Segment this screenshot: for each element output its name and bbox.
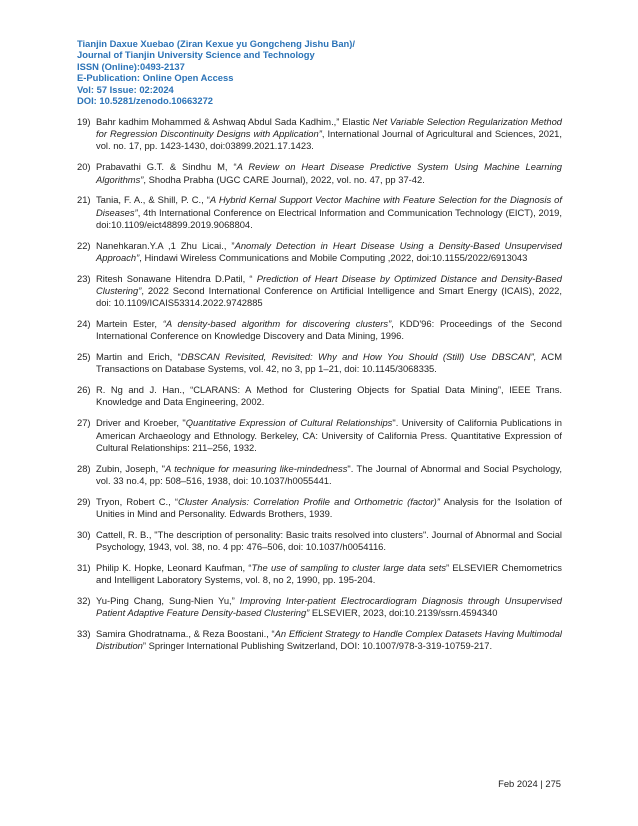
reference-text bbox=[96, 496, 562, 520]
reference-text bbox=[96, 529, 562, 553]
reference-number: 26) bbox=[77, 384, 91, 396]
reference-title-segment: The use of sampling to cluster large data sets bbox=[251, 561, 447, 573]
reference-number: 20) bbox=[77, 161, 91, 173]
reference-item bbox=[77, 496, 562, 520]
reference-text bbox=[96, 240, 562, 264]
journal-english-title: Journal of Tianjin University Science and Technology bbox=[77, 49, 315, 61]
reference-text bbox=[96, 417, 562, 454]
reference-text-segment: Analysis for the Isolation of Unities in Mind and Personality. Edwards Brothers, 1939. bbox=[96, 495, 562, 519]
reference-text-segment: Ritesh Sonawane Hitendra D.Patil, “ bbox=[96, 272, 257, 284]
reference-text-segment: ELSEVIER, 2023, doi:10.2139/ssrn.4594340 bbox=[309, 607, 498, 619]
reference-title-segment: Improving Inter-patient Electrocardiogram Diagnosis through Unsupervised Patient Adaptive Feature Density-based Clustering” bbox=[96, 595, 562, 619]
reference-text-segment: ” Springer International Publishing Switzerland, DOI: 10.1007/978-3-319-10759-217. bbox=[142, 640, 493, 652]
reference-number: 33) bbox=[77, 628, 91, 640]
reference-item bbox=[77, 116, 562, 153]
reference-title-segment: Cluster Analysis: Correlation Profile and Orthometric (factor)” bbox=[178, 495, 440, 507]
reference-text-segment: , KDD'96: Proceedings of the Second International Conference on Knowledge Discovery and Data Mining, 1996. bbox=[96, 318, 562, 342]
reference-item bbox=[77, 273, 562, 310]
reference-text bbox=[96, 351, 562, 375]
reference-item bbox=[77, 194, 562, 231]
reference-text-segment: Prabavathi G.T. & Sindhu M, “ bbox=[96, 161, 237, 173]
reference-number: 32) bbox=[77, 595, 91, 607]
reference-item bbox=[77, 628, 562, 652]
journal-header bbox=[77, 38, 355, 106]
reference-title-segment: “A density-based algorithm for discovering clusters” bbox=[162, 318, 392, 330]
reference-text bbox=[96, 562, 562, 586]
reference-text bbox=[96, 628, 562, 652]
reference-text bbox=[96, 318, 562, 342]
reference-text-segment: Bahr kadhim Mohammed & Ashwaq Abdul Sada Kadhim.,” Elastic bbox=[96, 116, 373, 127]
reference-text bbox=[96, 194, 562, 231]
reference-list bbox=[77, 116, 562, 661]
reference-text-segment: , International Journal of Agricultural and Sciences, 2021, vol. no. 17, pp. 1423-1430, doi:03899.2021.17.1423. bbox=[96, 128, 562, 152]
reference-text-segment: , Shodha Prabha (UGC CARE Journal), 2022, vol. no. 47, pp 37-42. bbox=[143, 173, 425, 185]
reference-title-segment: A Hybrid Kernal Support Vector Machine with Feature Selection for the Diagnosis of Diseases” bbox=[96, 194, 562, 218]
reference-number: 30) bbox=[77, 528, 91, 540]
journal-volume-issue: Vol: 57 Issue: 02:2024 bbox=[77, 83, 174, 95]
reference-item bbox=[77, 318, 562, 342]
reference-number: 27) bbox=[77, 417, 91, 429]
journal-issn: ISSN (Online):0493-2137 bbox=[77, 60, 185, 72]
reference-item bbox=[77, 529, 562, 553]
reference-item bbox=[77, 351, 562, 375]
reference-text-segment: Samira Ghodratnama., & Reza Boostani., “ bbox=[96, 628, 275, 640]
journal-doi: DOI: 10.5281/zenodo.10663272 bbox=[77, 95, 214, 107]
reference-item bbox=[77, 240, 562, 264]
reference-number: 23) bbox=[77, 272, 91, 284]
reference-text-segment: Driver and Kroeber, " bbox=[96, 417, 186, 429]
reference-text bbox=[96, 463, 562, 487]
reference-number: 28) bbox=[77, 462, 91, 474]
reference-title-segment: Quantitative Expression of Cultural Relationships bbox=[185, 417, 393, 429]
reference-text bbox=[96, 595, 562, 619]
reference-item bbox=[77, 417, 562, 454]
reference-title-segment: An Efficient Strategy to Handle Complex Datasets Having Multimodal Distribution bbox=[96, 628, 562, 652]
reference-number: 29) bbox=[77, 495, 91, 507]
page-footer: Feb 2024 | 275 bbox=[498, 778, 561, 789]
reference-number: 31) bbox=[77, 561, 91, 573]
reference-item bbox=[77, 595, 562, 619]
reference-text-segment: , 4th International Conference on Electrical Information and Communication Technology (EICT), 2019, doi:10.1109/eict48899.2019.9068804. bbox=[96, 206, 562, 230]
reference-item bbox=[77, 384, 562, 408]
reference-text-segment: Tania, F. A., & Shill, P. C., “ bbox=[96, 194, 210, 206]
reference-item bbox=[77, 463, 562, 487]
reference-number: 22) bbox=[77, 239, 91, 251]
reference-text-segment: Martin and Erich, “ bbox=[96, 351, 181, 363]
reference-text-segment: Martein Ester, bbox=[96, 318, 163, 330]
reference-title-segment: A Review on Heart Disease Predictive System Using Machine Learning Algorithms” bbox=[96, 161, 562, 185]
reference-title-segment: A technique for measuring like-mindedness bbox=[164, 462, 348, 474]
reference-text bbox=[96, 161, 562, 185]
reference-text bbox=[96, 273, 562, 310]
reference-text-segment: , Hindawi Wireless Communications and Mobile Computing ,2022, doi:10.1155/2022/6913043 bbox=[139, 251, 528, 263]
reference-title-segment: Anomaly Detection in Heart Disease Using a Density-Based Unsupervised Approach” bbox=[96, 239, 562, 263]
reference-text-segment: Tryon, Robert C., “ bbox=[96, 495, 179, 507]
reference-number: 19) bbox=[77, 116, 91, 127]
reference-text-segment: ” ELSEVIER Chemometrics and Intelligent Laboratory Systems, vol. 8, no 2, 1990, pp. 195-204. bbox=[96, 561, 562, 586]
reference-text-segment: Zubin, Joseph, " bbox=[96, 462, 165, 474]
reference-text-segment: ACM Transactions on Database Systems, vol. 42, no 3, pp 1–21, doi: 10.1145/3068335. bbox=[96, 351, 563, 375]
reference-item bbox=[77, 161, 562, 185]
reference-text-segment: Philip K. Hopke, Leonard Kaufman, “ bbox=[96, 561, 252, 573]
reference-number: 21) bbox=[77, 194, 91, 206]
reference-title-segment: Net Variable Selection Regularization Method for Regression Discontinuity Designs with Application” bbox=[96, 116, 562, 140]
reference-number: 24) bbox=[77, 318, 91, 330]
journal-title-line: Tianjin Daxue Xuebao (Ziran Kexue yu Gongcheng Jishu Ban)/ bbox=[77, 38, 355, 49]
reference-text-segment: ". The Journal of Abnormal and Social Psychology, vol. 33 no.4, pp: 508–516, 1938, doi: 10.1037/h0055441. bbox=[96, 462, 562, 486]
reference-text-segment: Nanehkaran.Y.A ,1 Zhu Licai., ” bbox=[96, 239, 235, 251]
reference-title-segment: DBSCAN Revisited, Revisited: Why and How You Should (Still) Use DBSCAN”, bbox=[180, 351, 537, 363]
reference-text-segment: Yu-Ping Chang, Sung-Nien Yu,” bbox=[96, 595, 240, 607]
journal-publication-type: E-Publication: Online Open Access bbox=[77, 72, 234, 84]
reference-number: 25) bbox=[77, 351, 91, 363]
reference-text bbox=[96, 384, 562, 408]
reference-text-segment: Cattell, R. B., "The description of personality: Basic traits resolved into clusters". Journal of Abnormal and Social Psychology, 1943, vol. 38, no. 4 pp: 476–506, doi: 10.1037/h0054116. bbox=[96, 528, 562, 553]
reference-text-segment: R. Ng and J. Han., “CLARANS: A Method for Clustering Objects for Spatial Data Mining”, IEEE Trans. Knowledge and Data Engineering, 2002. bbox=[96, 384, 562, 408]
reference-item bbox=[77, 562, 562, 586]
reference-title-segment: Prediction of Heart Disease by Optimized Distance and Density-Based Clustering” bbox=[96, 272, 562, 296]
reference-text-segment: ". University of California Publications in American Archaeology and Ethnology. Berkeley, CA: University of California Press. Quantitative Expression of Cultural Relationships: 211–256, 1932. bbox=[96, 417, 562, 453]
reference-text-segment: , 2022 Second International Conference on Artificial Intelligence and Smart Energy (ICAIS), 2022, doi: 10.1109/ICAIS53314.2022.9742885 bbox=[96, 284, 562, 309]
reference-text bbox=[96, 116, 562, 153]
